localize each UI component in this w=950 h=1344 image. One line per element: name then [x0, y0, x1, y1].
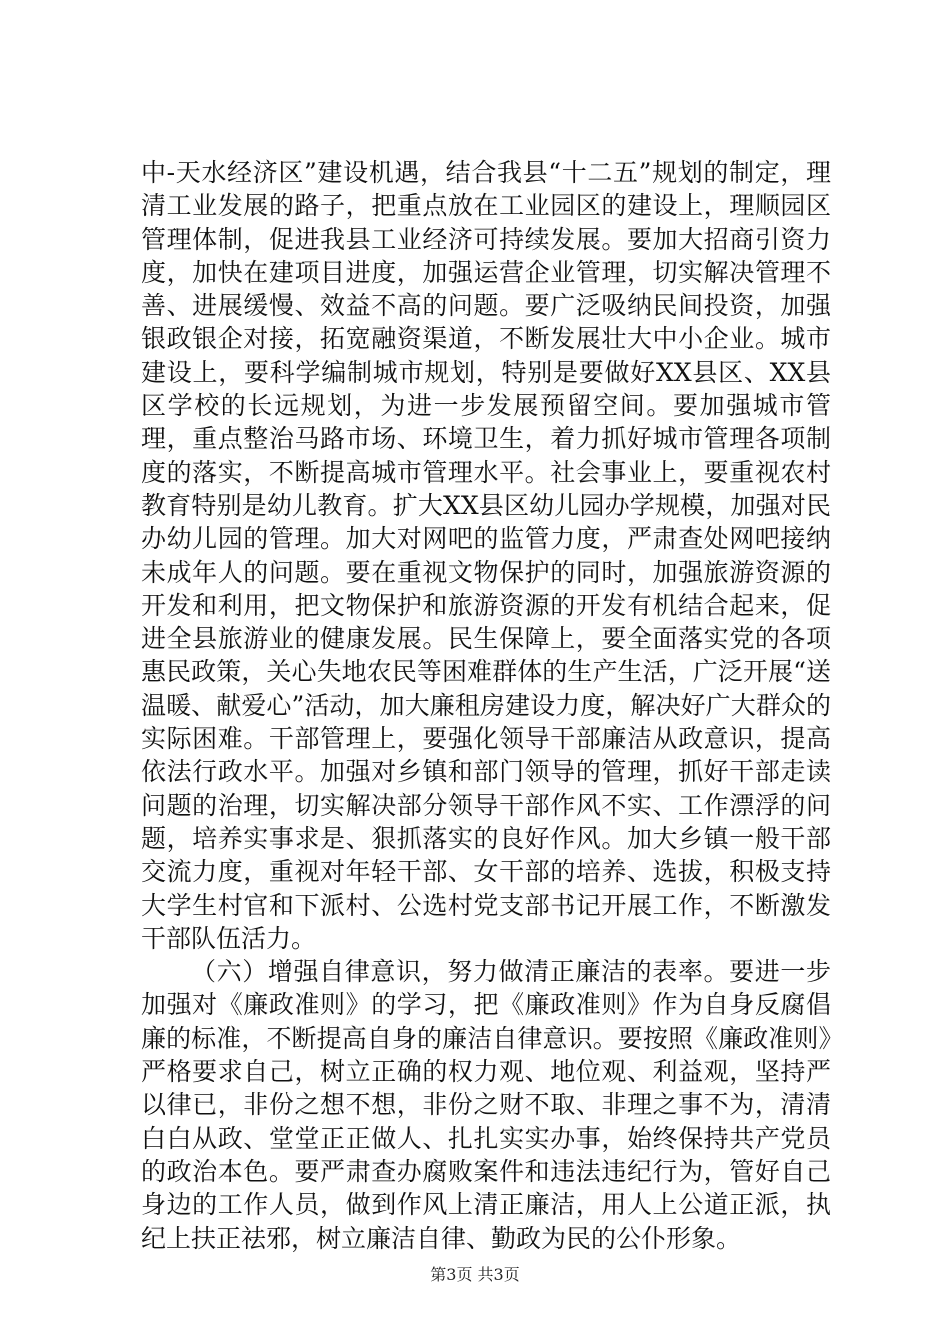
body-paragraph-section-six: （六）增强自律意识，努力做清正廉洁的表率。要进一步加强对《廉政准则》的学习，把《廉政准则》作为自身反腐倡廉的标准，不断提高自身的廉洁自律意识。要按照《廉政准则》严格要求自己，树立正确的权力观、地位观、利益观，坚持严以律已，非份之想不想，非份之财不取、非理之事不为，清清白白从政、堂堂正正做人、扎扎实实办事，始终保持共产党员的政治本色。要严肃查办腐败案件和违法违纪行为，管好自己身边的工作人员，做到作风上清正廉洁，用人上公道正派，执纪上扶正祛邪，树立廉洁自律、勤政为民的公仆形象。 — [141, 957, 831, 1253]
page-number-footer: 第3页 共3页 — [430, 1265, 520, 1284]
body-paragraph-continued: 中-天水经济区”建设机遇，结合我县“十二五”规划的制定，理清工业发展的路子，把重点放在工业园区的建设上，理顺园区管理体制，促进我县工业经济可持续发展。要加大招商引资力度，加快在建项目进度，加强运营企业管理，切实解决管理不善、进展缓慢、效益不高的问题。要广泛吸纳民间投资，加强银政银企对接，拓宽融资渠道，不断发展壮大中小企业。城市建设上，要科学编制城市规划，特别是要做好XX县区、XX县区学校的长远规划，为进一步发展预留空间。要加强城市管理，重点整治马路市场、环境卫生，着力抓好城市管理各项制度的落实，不断提高城市管理水平。社会事业上，要重视农村教育特别是幼儿教育。扩大XX县区幼儿园办学规模，加强对民办幼儿园的管理。加大对网吧的监管力度，严肃查处网吧接纳未成年人的问题。要在重视文物保护的同时，加强旅游资源的开发和利用，把文物保护和旅游资源的开发有机结合起来，促进全县旅游业的健康发展。民生保障上，要全面落实党的各项惠民政策，关心失地农民等困难群体的生产生活，广泛开展“送温暖、献爱心”活动，加大廉租房建设力度，解决好广大群众的实际困难。干部管理上，要强化领导干部廉洁从政意识，提高依法行政水平。加强对乡镇和部门领导的管理，抓好干部走读问题的治理，切实解决部分领导干部作风不实、工作漂浮的问题，培养实事求是、狠抓落实的良好作风。加大乡镇一般干部交流力度，重视对年轻干部、女干部的培养、选拔，积极支持大学生村官和下派村、公选村党支部书记开展工作，不断激发干部队伍活力。 — [141, 158, 831, 953]
document-body — [141, 156, 831, 1255]
